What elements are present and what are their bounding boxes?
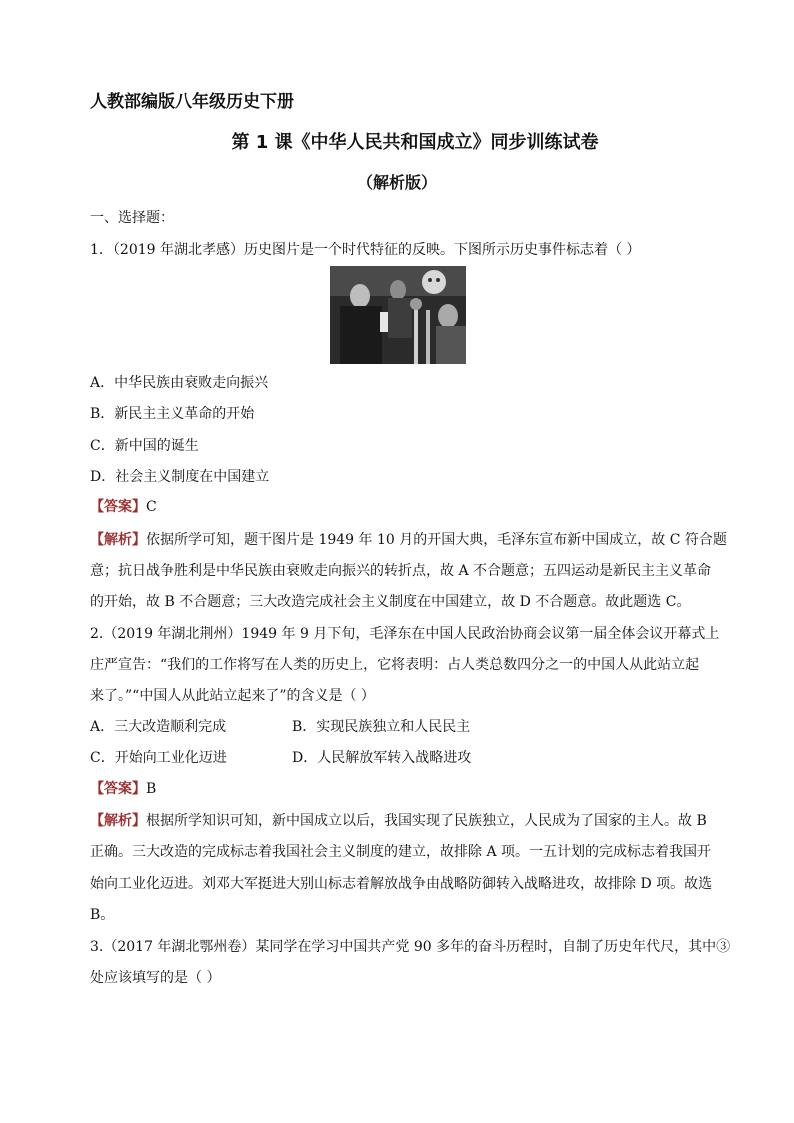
q1-option-d: D．社会主义制度在中国建立 <box>90 469 270 485</box>
q1-analysis-line-2: 意；抗日战争胜利是中华民族由衰败走向振兴的转折点，故 A 不合题意；五四运动是新民主主义革命 <box>90 563 712 579</box>
section-label: 一、选择题： <box>90 210 174 226</box>
photo-illustration <box>330 266 466 364</box>
answer-value: B <box>146 781 157 797</box>
q3-stem-line-1: 3.（2017 年湖北鄂州卷）某同学在学习中国共产党 90 多年的奋斗历程时，自制了历史年代尺，其中③ <box>90 939 731 955</box>
answer-tag: 【答案】 <box>90 781 146 797</box>
q2-analysis-line-2: 正确。三大改造的完成标志着我国社会主义制度的建立，故排除 A 项。一五计划的完成标志着我国开 <box>90 844 712 860</box>
analysis-text: 依据所学可知，题干图片是 1949 年 10 月的开国大典，毛泽东宣布新中国成立，故 C 符合题 <box>146 532 727 548</box>
q1-option-c: C．新中国的诞生 <box>90 438 199 454</box>
q2-analysis-line-4: B。 <box>90 907 115 923</box>
q1-stem: 1．（2019 年湖北孝感）历史图片是一个时代特征的反映。下图所示历史事件标志着（ ） <box>90 242 641 258</box>
page-subtitle: （解析版） <box>356 173 437 192</box>
q2-option-a: A．三大改造顺利完成 <box>90 719 227 735</box>
analysis-text: 根据所学知识可知，新中国成立以后，我国实现了民族独立，人民成为了国家的主人。故 B <box>146 813 707 829</box>
q1-analysis-line-3: 的开始，故 B 不合题意；三大改造完成社会主义制度在中国建立，故 D 不合题意。故此题选 C。 <box>90 594 691 610</box>
series-header: 人教部编版八年级历史下册 <box>90 92 294 112</box>
q1-option-b: B．新民主主义革命的开始 <box>90 406 255 422</box>
answer-tag: 【答案】 <box>90 499 146 515</box>
analysis-tag: 【解析】 <box>90 813 146 829</box>
q1-analysis-line-1 <box>90 530 727 550</box>
q2-option-c: C．开始向工业化迈进 <box>90 750 227 766</box>
q2-analysis-line-3: 始向工业化迈进。刘邓大军挺进大别山标志着解放战争由战略防御转入战略进攻，故排除 D 项。故选 <box>90 876 713 892</box>
q1-option-a: A．中华民族由衰败走向振兴 <box>90 375 269 391</box>
founding-ceremony-photo <box>330 266 466 364</box>
analysis-tag: 【解析】 <box>90 532 146 548</box>
q3-stem-line-2: 处应该填写的是（ ） <box>90 970 221 986</box>
q2-stem-line-1: 2.（2019 年湖北荆州）1949 年 9 月下旬，毛泽东在中国人民政治协商会议第一届全体会议开幕式上 <box>90 626 720 642</box>
q2-option-d: D．人民解放军转入战略进攻 <box>292 750 472 766</box>
q2-stem-line-3: 来了。”“中国人从此站立起来了”的含义是（ ） <box>90 688 375 704</box>
page-title: 第 1 课《中华人民共和国成立》同步训练试卷 <box>231 132 599 153</box>
q1-answer <box>90 497 157 517</box>
q2-option-b: B．实现民族独立和人民民主 <box>292 719 471 735</box>
q2-answer <box>90 779 156 799</box>
q2-analysis-line-1 <box>90 811 707 831</box>
q2-stem-line-2: 庄严宣告：“我们的工作将写在人类的历史上，它将表明：占人类总数四分之一的中国人从此站立起 <box>90 657 700 673</box>
answer-value: C <box>146 499 157 515</box>
